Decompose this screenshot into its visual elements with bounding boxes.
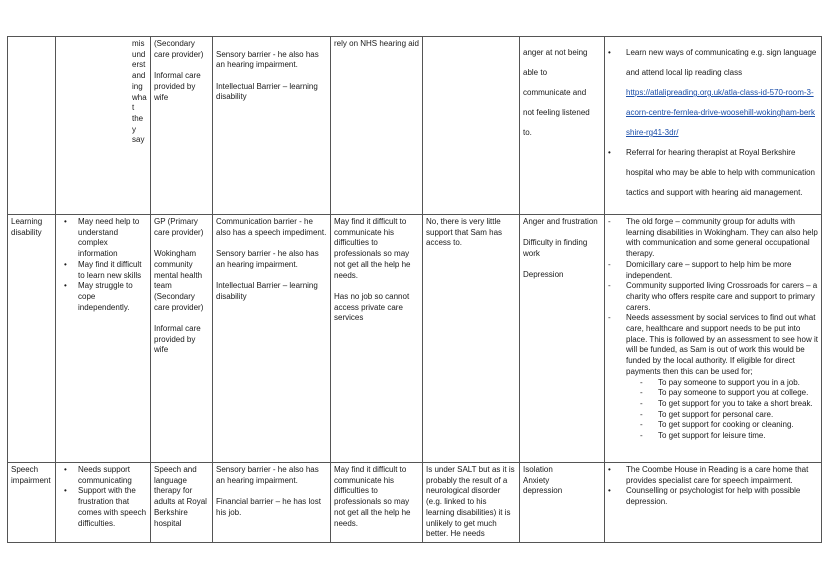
need-text: May find it difficult to learn new skills [78,259,142,280]
services-list [608,217,818,378]
feeling-text: depression [523,486,563,496]
service-subitem-text: To pay someone to support you in a job. [658,377,800,387]
impact-text: May find it difficult to communicate his difficulties to professionals so may not get all the help he needs. [334,217,411,280]
feelings-cell [520,215,605,463]
barrier-text: Sensory barrier - he also has an hearing impairment. [216,465,319,485]
support-cell [423,463,520,543]
provider-text: Informal care provided by wife [154,71,201,102]
table-row [8,215,822,463]
feeling-text: able to [523,68,548,77]
service-subitem-text: To get support for personal care. [658,409,774,419]
direct-payments-list [608,378,818,442]
service-text: Community supported living Crossroads for carers – a charity who offers respite care and support to primary carers. [626,281,818,312]
barriers-cell [213,215,331,463]
barrier-text: Intellectual Barrier – learning disability [216,281,318,301]
category-cell: Learning disability [8,215,56,463]
provider-text: (Secondary care provider) [154,39,204,59]
feeling-text: Anxiety [523,475,550,485]
needs-cell [56,37,151,215]
needs-cell [56,215,151,463]
feeling-text: anger at not being [523,48,588,57]
service-text: Domicillary care – support to help him be more independent. [626,259,792,280]
list-item [608,388,818,399]
service-text: Counselling or psychologist for help with possible depression. [626,486,801,507]
feelings-cell [520,37,605,215]
support-cell [423,215,520,463]
support-text: No, there is very little support that Sam has access to. [426,217,503,248]
need-text: May need help to understand complex information [78,217,140,259]
barrier-text: Financial barrier – he has lost his job. [216,497,321,517]
feeling-text: not feeling listened [523,108,590,117]
category-cell: Speech impairment [8,463,56,543]
provider-cell [151,215,213,463]
feeling-text: to. [523,128,532,137]
need-text: Needs support communicating [78,465,132,485]
services-cell [605,215,822,463]
needs-list [64,465,147,529]
services-list [608,43,818,203]
support-cell [423,37,520,215]
service-text: The old forge – community group for adults with learning disabilities in Wokingham. They can also help with communication and some general occupational therapy. [626,217,818,259]
list-item [608,281,818,313]
service-text: Referral for hearing therapist at Royal Berkshire hospital who may be able to help with communication tactics and support with hearing aid management. [626,148,815,197]
services-cell [605,463,822,543]
need-text: May struggle to cope independently. [78,281,133,312]
category-cell [8,37,56,215]
service-subitem-text: To get support for leisure time. [658,431,766,441]
service-subitem-text: To get support for you to take a short break. [658,398,813,408]
list-item [608,399,818,410]
impact-text: rely on NHS hearing aid [334,39,419,48]
lip-reading-class-link[interactable]: https://atlalipreading.org.uk/atla-class-id-570-room-3-acorn-centre-fernlea-drive-woosehill-wokingham-berkshire-rg41-3dr/ [626,88,815,137]
feeling-text: Anger and frustration [523,217,598,226]
provider-cell [151,37,213,215]
feeling-text: Difficulty in finding work [523,238,588,259]
provider-cell [151,463,213,543]
provider-text: Wokingham community mental health team (Secondary care provider) [154,249,204,312]
list-item [64,486,147,529]
services-cell [605,37,822,215]
provider-text: Informal care provided by wife [154,324,201,355]
impact-text: Has no job so cannot access private care services [334,291,410,323]
needs-cell [56,463,151,543]
barrier-text: Sensory barrier - he also has an hearing impairment. [216,249,319,269]
barriers-cell [213,463,331,543]
service-text: Learn new ways of communicating e.g. sign language and attend local lip reading class [626,48,817,77]
needs-text: misunderstanding what they say [132,39,147,145]
service-subitem-text: To get support for cooking or cleaning. [658,420,794,430]
list-item [608,313,818,377]
list-item [64,217,147,260]
needs-list [64,217,147,313]
list-item [64,465,147,486]
impact-cell [331,463,423,543]
barriers-cell [213,37,331,215]
list-item [608,410,818,421]
list-item [608,378,818,389]
list-item [64,260,147,281]
list-item [608,143,818,203]
care-plan-table [7,36,822,543]
list-item [608,43,818,143]
barrier-text: Communication barrier - he also has a speech impediment. [216,217,327,237]
list-item [608,486,818,507]
list-item [608,465,818,486]
list-item [608,260,818,281]
impact-text: May find it difficult to communicate his difficulties to professionals so may not get all the help he needs. [334,465,411,528]
barrier-text: Intellectual Barrier – learning disability [216,81,318,102]
service-text: Needs assessment by social services to find out what care, healthcare and support needs to be put into place. This is followed by an assessment to see how it will be funded, as Sam is out of work this would be funded by the local authority. If eligible for direct payments then this can be used for; [626,313,818,376]
feeling-text: Depression [523,270,564,280]
need-text: Support with the frustration that comes with speech difficulties. [78,486,147,528]
impact-cell [331,215,423,463]
list-item [608,420,818,431]
list-item [608,217,818,260]
support-text: Is under SALT but as it is probably the result of a neurological disorder (e.g. linked to his learning disabilities) it is unlikely to get much better. He needs [426,465,515,539]
list-item [64,281,147,313]
service-text: The Coombe House in Reading is a care home that provides specialist care for speech impairment. [626,465,809,485]
provider-text: GP (Primary care provider) [154,217,204,237]
impact-cell [331,37,423,215]
services-list [608,465,818,508]
barrier-text: Sensory barrier - he also has an hearing impairment. [216,49,319,70]
provider-text: Speech and language therapy for adults at Royal Berkshire hospital [154,465,207,528]
table-row [8,37,822,215]
feelings-cell [520,463,605,543]
feeling-text: communicate and [523,88,587,97]
service-subitem-text: To pay someone to support you at college. [658,388,809,398]
table-row [8,463,822,543]
feeling-text: Isolation [523,465,553,474]
list-item [608,431,818,442]
